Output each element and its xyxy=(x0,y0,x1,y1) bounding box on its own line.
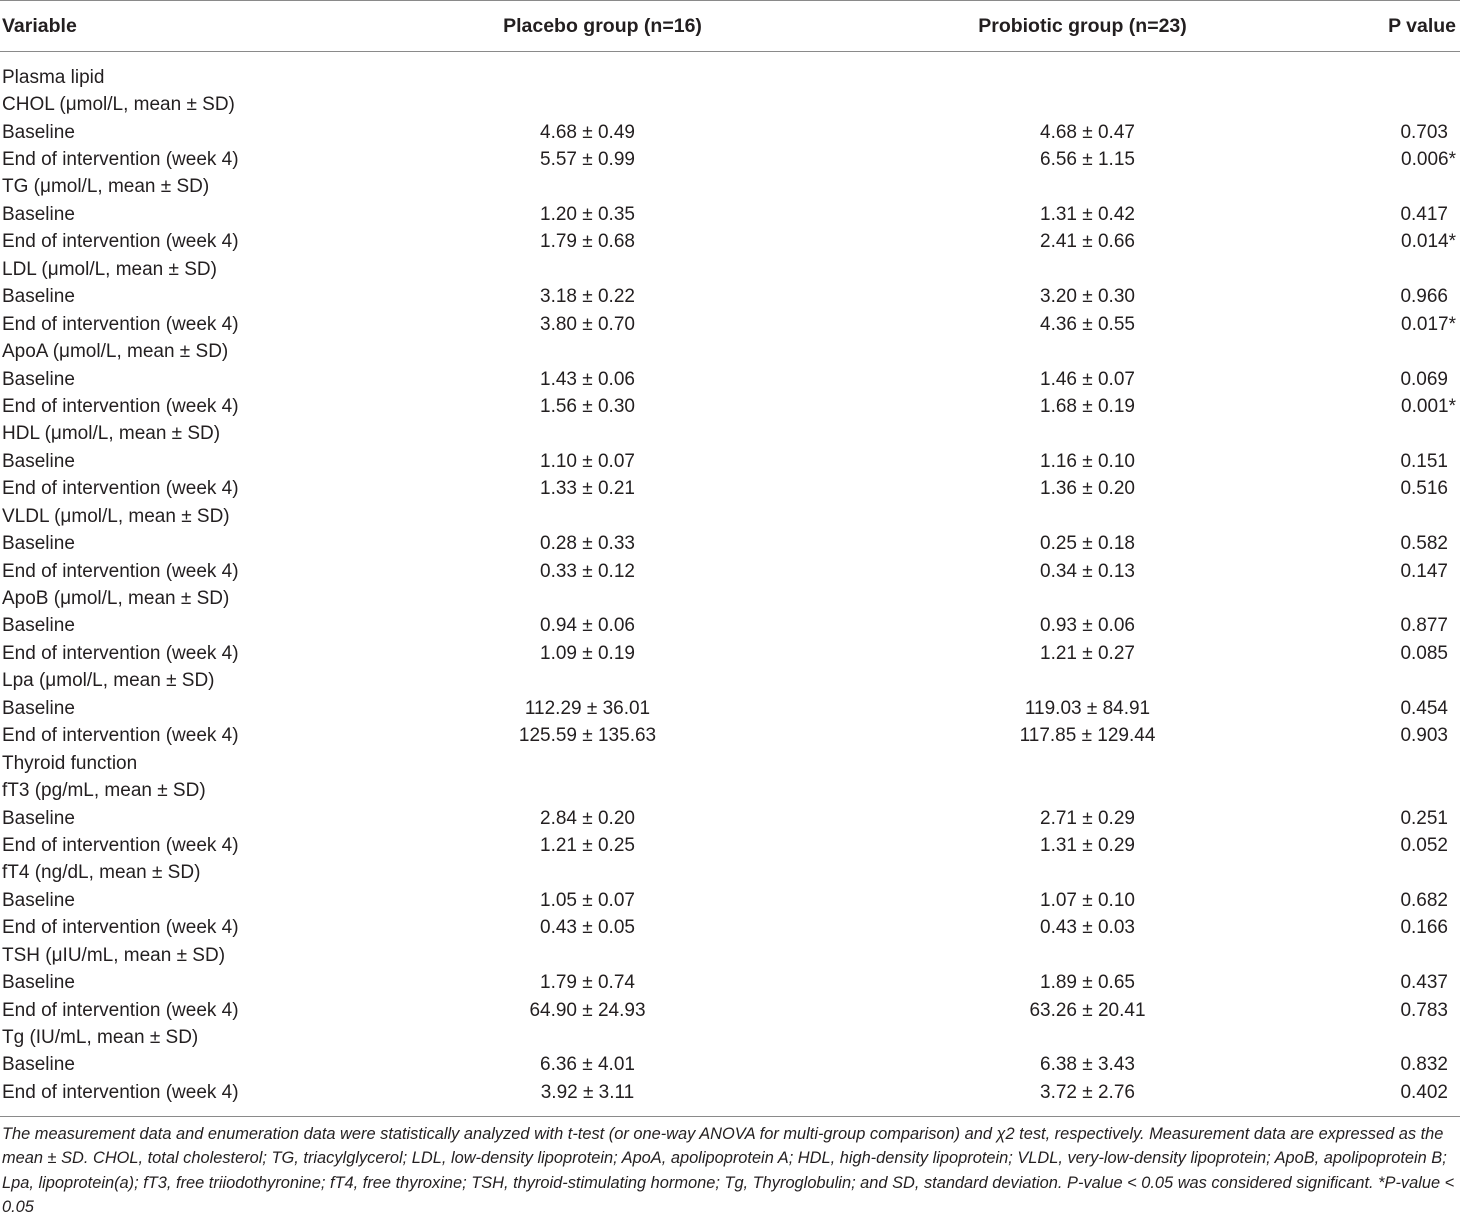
cell-variable: Tg (IU/mL, mean ± SD) xyxy=(2,1027,199,1049)
cell-placebo: 3.18 ± 0.22 xyxy=(540,286,635,308)
cell-placebo: 3.80 ± 0.70 xyxy=(540,313,635,335)
cell-variable: End of intervention (week 4) xyxy=(2,917,239,939)
table-row xyxy=(0,805,1460,832)
table-row xyxy=(0,503,1460,530)
table-row xyxy=(0,915,1460,942)
cell-placebo: 6.36 ± 4.01 xyxy=(540,1054,635,1076)
cell-variable: End of intervention (week 4) xyxy=(2,560,239,582)
cell-variable: End of intervention (week 4) xyxy=(2,725,239,747)
cell-p-value: 0.166 xyxy=(1400,917,1448,939)
cell-probiotic: 1.68 ± 0.19 xyxy=(1040,395,1135,417)
cell-probiotic: 119.03 ± 84.91 xyxy=(1024,697,1151,719)
cell-placebo: 125.59 ± 135.63 xyxy=(518,725,657,747)
table-row xyxy=(0,942,1460,969)
table-body xyxy=(0,52,1460,1107)
cell-variable: Baseline xyxy=(2,1054,75,1076)
table-row xyxy=(0,860,1460,887)
cell-probiotic: 1.89 ± 0.65 xyxy=(1040,972,1135,994)
cell-p-value: 0.832 xyxy=(1400,1054,1448,1076)
table-row xyxy=(0,201,1460,228)
cell-p-value: 0.001* xyxy=(1401,395,1456,417)
cell-variable: ApoB (μmol/L, mean ± SD) xyxy=(2,588,230,610)
table-row xyxy=(0,1079,1460,1106)
cell-p-value: 0.783 xyxy=(1400,999,1448,1021)
table-row xyxy=(0,1052,1460,1079)
cell-variable: TSH (μIU/mL, mean ± SD) xyxy=(2,944,226,966)
table-row xyxy=(0,750,1460,777)
cell-variable: Baseline xyxy=(2,121,75,143)
cell-probiotic: 0.25 ± 0.18 xyxy=(1040,533,1135,555)
cell-variable: CHOL (μmol/L, mean ± SD) xyxy=(2,94,235,116)
cell-probiotic: 0.34 ± 0.13 xyxy=(1040,560,1135,582)
cell-probiotic: 6.38 ± 3.43 xyxy=(1040,1054,1135,1076)
cell-variable: Baseline xyxy=(2,533,75,555)
cell-variable: TG (μmol/L, mean ± SD) xyxy=(2,176,210,198)
cell-variable: Thyroid function xyxy=(2,752,138,774)
table-row xyxy=(0,91,1460,118)
table-row xyxy=(0,284,1460,311)
cell-variable: End of intervention (week 4) xyxy=(2,478,239,500)
cell-p-value: 0.903 xyxy=(1400,725,1448,747)
table-row xyxy=(0,64,1460,91)
table-row xyxy=(0,668,1460,695)
cell-probiotic: 0.43 ± 0.03 xyxy=(1040,917,1135,939)
cell-p-value: 0.582 xyxy=(1400,533,1448,555)
cell-variable: End of intervention (week 4) xyxy=(2,1081,239,1103)
cell-variable: fT4 (ng/dL, mean ± SD) xyxy=(2,862,201,884)
cell-variable: End of intervention (week 4) xyxy=(2,149,239,171)
cell-variable: Lpa (μmol/L, mean ± SD) xyxy=(2,670,215,692)
cell-probiotic: 117.85 ± 129.44 xyxy=(1019,725,1156,747)
cell-p-value: 0.417 xyxy=(1400,203,1448,225)
cell-probiotic: 1.36 ± 0.20 xyxy=(1040,478,1135,500)
cell-placebo: 0.28 ± 0.33 xyxy=(540,533,635,555)
cell-placebo: 1.05 ± 0.07 xyxy=(540,889,635,911)
cell-probiotic: 4.68 ± 0.47 xyxy=(1040,121,1135,143)
table-row xyxy=(0,476,1460,503)
cell-variable: Baseline xyxy=(2,203,75,225)
cell-probiotic: 6.56 ± 1.15 xyxy=(1040,149,1135,171)
cell-p-value: 0.966 xyxy=(1400,286,1448,308)
cell-probiotic: 1.21 ± 0.27 xyxy=(1040,642,1135,664)
cell-probiotic: 1.31 ± 0.29 xyxy=(1040,834,1135,856)
cell-variable: End of intervention (week 4) xyxy=(2,834,239,856)
cell-probiotic: 0.93 ± 0.06 xyxy=(1040,615,1135,637)
cell-probiotic: 3.72 ± 2.76 xyxy=(1040,1081,1135,1103)
table-row xyxy=(0,174,1460,201)
cell-variable: End of intervention (week 4) xyxy=(2,999,239,1021)
table-row xyxy=(0,311,1460,338)
cell-placebo: 1.33 ± 0.21 xyxy=(540,478,635,500)
cell-placebo: 1.21 ± 0.25 xyxy=(540,834,635,856)
cell-placebo: 112.29 ± 36.01 xyxy=(524,697,651,719)
cell-placebo: 64.90 ± 24.93 xyxy=(529,999,646,1021)
column-header-placebo: Placebo group (n=16) xyxy=(503,14,702,37)
cell-placebo: 2.84 ± 0.20 xyxy=(540,807,635,829)
cell-placebo: 0.94 ± 0.06 xyxy=(540,615,635,637)
cell-p-value: 0.006* xyxy=(1401,149,1456,171)
table-row xyxy=(0,969,1460,996)
cell-p-value: 0.069 xyxy=(1400,368,1448,390)
table-row xyxy=(0,777,1460,804)
cell-variable: Baseline xyxy=(2,450,75,472)
table-row xyxy=(0,146,1460,173)
cell-probiotic: 2.41 ± 0.66 xyxy=(1040,231,1135,253)
table-footnote: The measurement data and enumeration data were statistically analyzed with t-test (or one-way ANOVA for multi-group comparison) and χ2 test, respectively. Measurement data are expressed as the mean ± SD. CHOL, total cholesterol; TG, triacylglycerol; LDL, low-density lipoprotein; ApoA, apolipoprotein A; HDL, high-density lipoprotein; VLDL, very-low-density lipoprotein; ApoB, apolipoprotein B; Lpa, lipoprotein(a); fT3, free triiodothyronine; fT4, free thyroxine; TSH, thyroid-stimulating hormone; Tg, Thyroglobulin; and SD, standard deviation. P-value < 0.05 was considered significant. *P-value < 0.05 xyxy=(2,1124,1455,1217)
cell-placebo: 1.43 ± 0.06 xyxy=(540,368,635,390)
cell-variable: HDL (μmol/L, mean ± SD) xyxy=(2,423,221,445)
table-header-row xyxy=(0,1,1460,51)
cell-variable: Plasma lipid xyxy=(2,66,105,88)
cell-variable: End of intervention (week 4) xyxy=(2,231,239,253)
cell-probiotic: 1.16 ± 0.10 xyxy=(1040,450,1135,472)
table-row xyxy=(0,585,1460,612)
table-row xyxy=(0,229,1460,256)
cell-variable: Baseline xyxy=(2,807,75,829)
cell-probiotic: 1.46 ± 0.07 xyxy=(1040,368,1135,390)
table-row xyxy=(0,119,1460,146)
cell-p-value: 0.151 xyxy=(1400,450,1448,472)
column-header-probiotic: Probiotic group (n=23) xyxy=(978,14,1187,37)
cell-p-value: 0.014* xyxy=(1401,231,1456,253)
cell-probiotic: 1.07 ± 0.10 xyxy=(1040,889,1135,911)
cell-p-value: 0.682 xyxy=(1400,889,1448,911)
cell-variable: End of intervention (week 4) xyxy=(2,642,239,664)
cell-probiotic: 4.36 ± 0.55 xyxy=(1040,313,1135,335)
cell-p-value: 0.703 xyxy=(1400,121,1448,143)
table-row xyxy=(0,393,1460,420)
cell-placebo: 1.10 ± 0.07 xyxy=(540,450,635,472)
cell-variable: Baseline xyxy=(2,286,75,308)
cell-variable: fT3 (pg/mL, mean ± SD) xyxy=(2,780,206,802)
table-row xyxy=(0,887,1460,914)
cell-probiotic: 2.71 ± 0.29 xyxy=(1040,807,1135,829)
cell-p-value: 0.085 xyxy=(1400,642,1448,664)
cell-variable: LDL (μmol/L, mean ± SD) xyxy=(2,258,217,280)
table-row xyxy=(0,558,1460,585)
table-row xyxy=(0,613,1460,640)
cell-p-value: 0.052 xyxy=(1400,834,1448,856)
cell-p-value: 0.454 xyxy=(1400,697,1448,719)
cell-placebo: 5.57 ± 0.99 xyxy=(540,149,635,171)
table-row xyxy=(0,421,1460,448)
table-row xyxy=(0,832,1460,859)
table-row xyxy=(0,530,1460,557)
cell-p-value: 0.147 xyxy=(1400,560,1448,582)
cell-variable: VLDL (μmol/L, mean ± SD) xyxy=(2,505,230,527)
table-row xyxy=(0,256,1460,283)
table-row xyxy=(0,997,1460,1024)
column-header-variable: Variable xyxy=(2,14,77,37)
cell-probiotic: 3.20 ± 0.30 xyxy=(1040,286,1135,308)
cell-variable: ApoA (μmol/L, mean ± SD) xyxy=(2,341,229,363)
cell-variable: Baseline xyxy=(2,972,75,994)
cell-placebo: 1.20 ± 0.35 xyxy=(540,203,635,225)
cell-placebo: 1.79 ± 0.68 xyxy=(540,231,635,253)
table-row xyxy=(0,366,1460,393)
cell-p-value: 0.402 xyxy=(1400,1081,1448,1103)
table-row xyxy=(0,1024,1460,1051)
cell-probiotic: 1.31 ± 0.42 xyxy=(1040,203,1135,225)
table-row xyxy=(0,448,1460,475)
table-row xyxy=(0,338,1460,365)
cell-probiotic: 63.26 ± 20.41 xyxy=(1029,999,1146,1021)
table-row xyxy=(0,695,1460,722)
cell-variable: Baseline xyxy=(2,697,75,719)
cell-variable: End of intervention (week 4) xyxy=(2,313,239,335)
cell-variable: End of intervention (week 4) xyxy=(2,395,239,417)
cell-placebo: 1.09 ± 0.19 xyxy=(540,642,635,664)
cell-placebo: 3.92 ± 3.11 xyxy=(540,1081,635,1103)
cell-p-value: 0.017* xyxy=(1401,313,1456,335)
cell-placebo: 0.43 ± 0.05 xyxy=(540,917,635,939)
table-row xyxy=(0,640,1460,667)
cell-p-value: 0.437 xyxy=(1400,972,1448,994)
cell-placebo: 1.79 ± 0.74 xyxy=(540,972,635,994)
cell-variable: Baseline xyxy=(2,615,75,637)
cell-p-value: 0.251 xyxy=(1400,807,1448,829)
column-header-p-value: P value xyxy=(1388,14,1456,37)
cell-placebo: 0.33 ± 0.12 xyxy=(540,560,635,582)
cell-p-value: 0.516 xyxy=(1400,478,1448,500)
cell-variable: Baseline xyxy=(2,889,75,911)
cell-placebo: 4.68 ± 0.49 xyxy=(540,121,635,143)
cell-placebo: 1.56 ± 0.30 xyxy=(540,395,635,417)
table-row xyxy=(0,723,1460,750)
cell-variable: Baseline xyxy=(2,368,75,390)
cell-p-value: 0.877 xyxy=(1400,615,1448,637)
